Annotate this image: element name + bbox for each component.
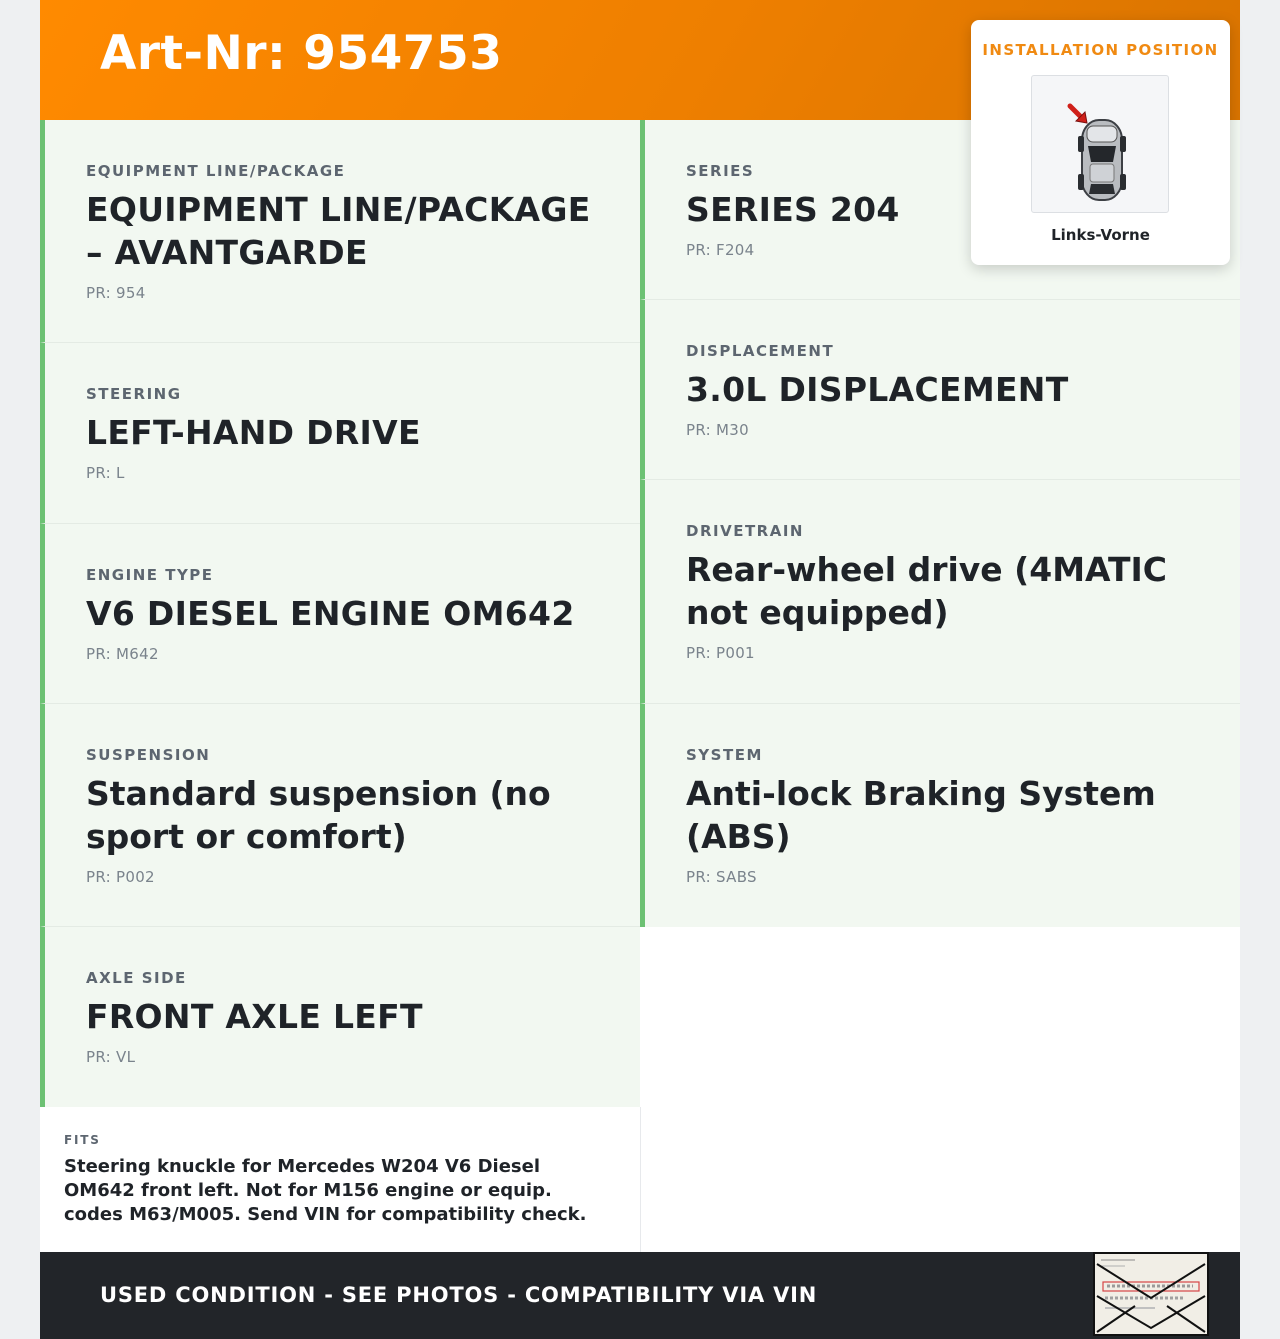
spec-label: AXLE SIDE bbox=[86, 969, 187, 987]
spec-pr-code: PR: M642 bbox=[86, 645, 159, 663]
fits-section bbox=[40, 1107, 641, 1252]
spec-label: DISPLACEMENT bbox=[686, 342, 835, 360]
fits-label: FITS bbox=[64, 1133, 101, 1147]
spec-pr-code: PR: F204 bbox=[686, 241, 755, 259]
spec-pr-code: PR: SABS bbox=[686, 868, 757, 886]
spec-value: 3.0L DISPLACEMENT bbox=[686, 370, 1069, 409]
spec-value: EQUIPMENT LINE/PACKAGE – AVANTGARDE bbox=[86, 190, 591, 272]
spec-cell-steering bbox=[40, 343, 640, 524]
spec-pr-code: PR: M30 bbox=[686, 421, 749, 439]
spec-value: Standard suspension (no sport or comfort) bbox=[86, 774, 551, 856]
article-number: Art-Nr: 954753 bbox=[100, 26, 503, 81]
spec-pr-code: PR: P001 bbox=[686, 644, 755, 662]
spec-pr-code: PR: VL bbox=[86, 1048, 136, 1066]
spec-value: V6 DIESEL ENGINE OM642 bbox=[86, 594, 575, 633]
footer-bar bbox=[40, 1252, 1240, 1339]
spec-label: ENGINE TYPE bbox=[86, 566, 214, 584]
spec-cell-axle-side bbox=[40, 927, 640, 1107]
spec-cell-drivetrain bbox=[640, 480, 1240, 704]
spec-value: FRONT AXLE LEFT bbox=[86, 997, 423, 1036]
spec-cell-engine bbox=[40, 524, 640, 704]
fits-description: Steering knuckle for Mercedes W204 V6 Diesel OM642 front left. Not for M156 engine or equip. codes M63/M005. Send VIN for compatibility check. bbox=[64, 1156, 587, 1225]
spec-cell-suspension bbox=[40, 704, 640, 927]
spec-value: Rear-wheel drive (4MATIC not equipped) bbox=[686, 550, 1168, 632]
spec-label: EQUIPMENT LINE/PACKAGE bbox=[86, 162, 346, 180]
spec-cell-equipment bbox=[40, 120, 640, 343]
vin-document-icon[interactable] bbox=[1093, 1252, 1209, 1336]
footer-notice: USED CONDITION - SEE PHOTOS - COMPATIBILITY VIA VIN bbox=[100, 1283, 818, 1307]
car-top-view-icon bbox=[1031, 75, 1169, 213]
spec-label: SUSPENSION bbox=[86, 746, 211, 764]
installation-caption: Links-Vorne bbox=[1051, 226, 1150, 244]
spec-label: SERIES bbox=[686, 162, 755, 180]
spec-value: LEFT-HAND DRIVE bbox=[86, 413, 421, 452]
spec-cell-system bbox=[640, 704, 1240, 927]
installation-position-card bbox=[971, 20, 1230, 265]
spec-cell-displacement bbox=[640, 300, 1240, 480]
spec-label: DRIVETRAIN bbox=[686, 522, 804, 540]
spec-value: SERIES 204 bbox=[686, 190, 900, 229]
spec-pr-code: PR: 954 bbox=[86, 284, 146, 302]
installation-title: INSTALLATION POSITION bbox=[982, 41, 1219, 59]
spec-label: SYSTEM bbox=[686, 746, 763, 764]
spec-pr-code: PR: P002 bbox=[86, 868, 155, 886]
spec-pr-code: PR: L bbox=[86, 464, 125, 482]
spec-label: STEERING bbox=[86, 385, 182, 403]
spec-value: Anti-lock Braking System (ABS) bbox=[686, 774, 1156, 856]
